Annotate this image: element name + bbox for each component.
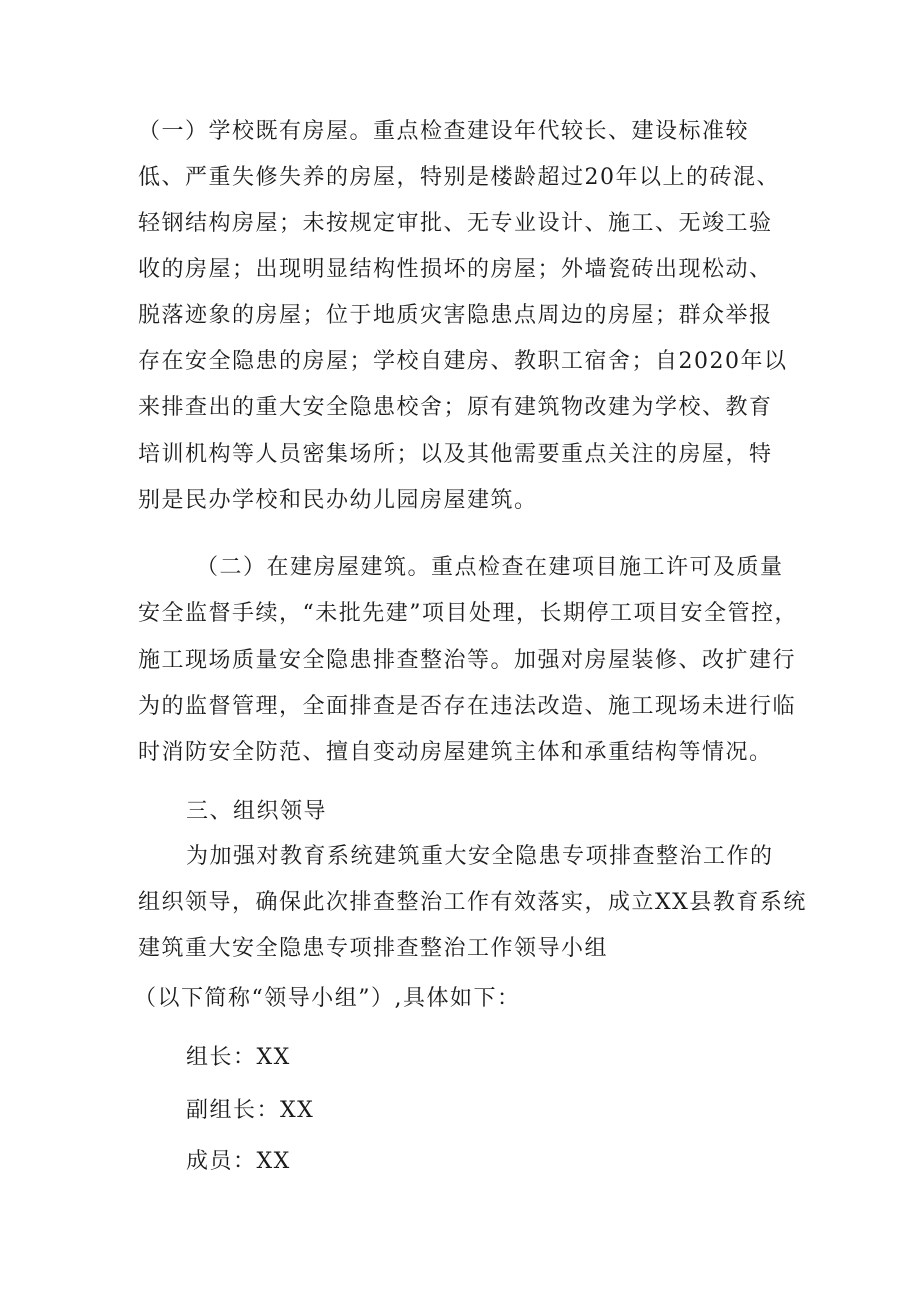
text-line: （一）学校既有房屋。重点检查建设年代较长、建设标准较 — [138, 119, 750, 144]
members-line: 成员：XX — [186, 1149, 291, 1174]
text-line: 施工现场质量安全隐患排查整治等。加强对房屋装修、改扩建行 — [138, 648, 797, 673]
section-heading: 三、组织领导 — [186, 799, 328, 824]
text-line: 脱落迹象的房屋；位于地质灾害隐患点周边的房屋；群众举报 — [138, 303, 773, 328]
text-line: 低、严重失修失养的房屋，特别是楼龄超过20年以上的砖混、 — [138, 165, 780, 190]
text-line: 安全监督手续，“未批先建”项目处理，长期停工项目安全管控， — [138, 601, 798, 626]
text-line: 来排查出的重大安全隐患校舍；原有建筑物改建为学校、教育 — [138, 395, 773, 420]
section-heading-line: （二）在建房屋建筑。重点检查在建项目施工许可及质量 — [196, 555, 784, 580]
deputy-leader-line: 副组长：XX — [186, 1098, 315, 1123]
text-line: （以下简称“领导小组”）,具体如下： — [134, 986, 521, 1011]
text-line: 培训机构等人员密集场所；以及其他需要重点关注的房屋，特 — [138, 442, 773, 467]
text-line: 组织领导，确保此次排查整治工作有效落实，成立XX县教育系统 — [138, 890, 807, 915]
text-line: 为加强对教育系统建筑重大安全隐患专项排查整治工作的 — [186, 844, 774, 869]
text-line: 存在安全隐患的房屋；学校自建房、教职工宿舍；自2020年以 — [138, 349, 788, 374]
group-leader-line: 组长：XX — [186, 1045, 291, 1070]
text-line: 别是民办学校和民办幼儿园房屋建筑。 — [138, 488, 538, 513]
text-line: 建筑重大安全隐患专项排查整治工作领导小组 — [138, 936, 609, 961]
text-line: 为的监督管理，全面排查是否存在违法改造、施工现场未进行临 — [138, 694, 797, 719]
text-line: 轻钢结构房屋；未按规定审批、无专业设计、施工、无竣工验 — [138, 211, 773, 236]
text-line: 时消防安全防范、擅自变动房屋建筑主体和承重结构等情况。 — [138, 740, 773, 765]
text-line: 收的房屋；出现明显结构性损坏的房屋；外墙瓷砖出现松动、 — [138, 257, 773, 282]
